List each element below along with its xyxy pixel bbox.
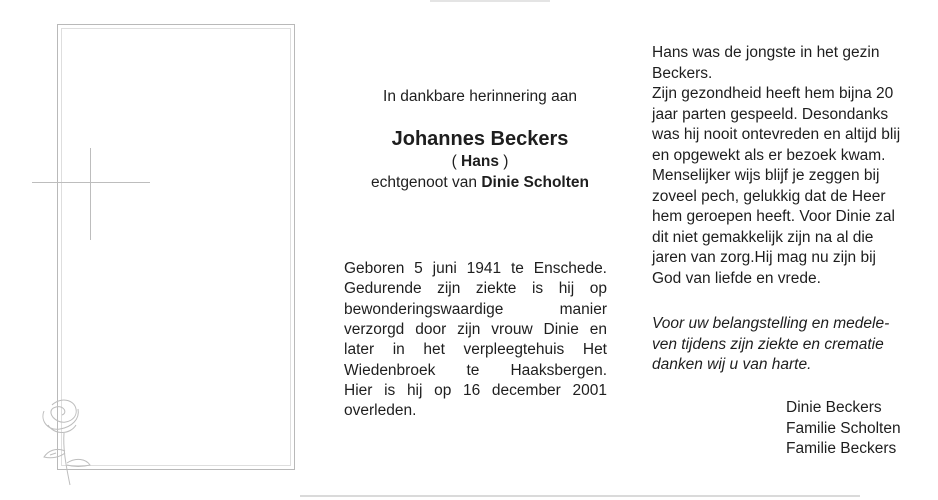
- biography-line: Wiedenbroek te Haaksbergen.: [344, 361, 607, 379]
- biography-line: verzorgd door zijn vrouw Dinie en: [344, 320, 607, 338]
- nickname-close: ): [498, 153, 509, 170]
- biography-line: Hier is hij op 16 december 2001: [344, 381, 607, 399]
- scan-edge-bottom: [300, 495, 860, 497]
- biography-line: later in het verpleegtehuis Het: [344, 341, 607, 359]
- scan-edge-top: [430, 0, 550, 2]
- signature-line: Familie Scholten: [786, 419, 901, 437]
- thanks-line: Voor uw belangstelling en medele-: [652, 315, 890, 332]
- thanks-block: [652, 314, 922, 376]
- spouse-prefix: echtgenoot van: [371, 174, 482, 191]
- cross-horizontal: [32, 182, 150, 183]
- tribute-line: God van liefde en vrede.: [652, 269, 821, 287]
- tribute-line: was hij nooit ontevreden en altijd blij: [652, 126, 901, 143]
- thanks-line: ven tijdens zijn ziekte en crematie: [652, 335, 884, 353]
- biography-line: Gedurende zijn ziekte is hij op: [344, 280, 607, 298]
- signature-line: Familie Beckers: [786, 440, 897, 457]
- tribute-line: Beckers.: [652, 64, 713, 82]
- intro-line: In dankbare herinnering aan: [383, 88, 577, 105]
- biography-line: Geboren 5 juni 1941 te Enschede.: [344, 260, 607, 277]
- tribute-line: jaren van zorg.Hij mag nu zijn bij: [652, 249, 876, 266]
- tribute-line: hem geroepen heeft. Voor Dinie zal: [652, 208, 895, 225]
- nickname-open: (: [451, 153, 462, 170]
- rose-icon: [30, 395, 100, 487]
- tribute-line: zoveel pech, gelukkig dat de Heer: [652, 187, 886, 205]
- biography-line: bewonderingswaardige manier: [344, 300, 607, 318]
- thanks-line: danken wij u van harte.: [652, 356, 812, 373]
- spouse-line: [310, 174, 650, 192]
- nickname-line: [310, 153, 650, 171]
- signature-line: Dinie Beckers: [786, 399, 882, 416]
- tribute-line: en opgewekt als er bezoek kwam.: [652, 146, 886, 164]
- spouse-name: Dinie Scholten: [481, 174, 589, 191]
- tribute-line: Zijn gezondheid heeft hem bijna 20: [652, 85, 894, 102]
- deceased-name: Johannes Beckers: [391, 128, 569, 150]
- tribute-block: [652, 43, 918, 289]
- biography-line: overleden.: [344, 402, 417, 420]
- cross-vertical: [90, 148, 91, 240]
- tribute-line: Hans was de jongste in het gezin: [652, 44, 880, 61]
- signature-block: [786, 398, 926, 460]
- tribute-line: dit niet gemakkelijk zijn na al die: [652, 228, 874, 246]
- tribute-line: jaar parten gespeeld. Desondanks: [652, 105, 889, 123]
- nickname: Hans: [461, 153, 499, 170]
- tribute-line: Menselijker wijs blijf je zeggen bij: [652, 167, 880, 184]
